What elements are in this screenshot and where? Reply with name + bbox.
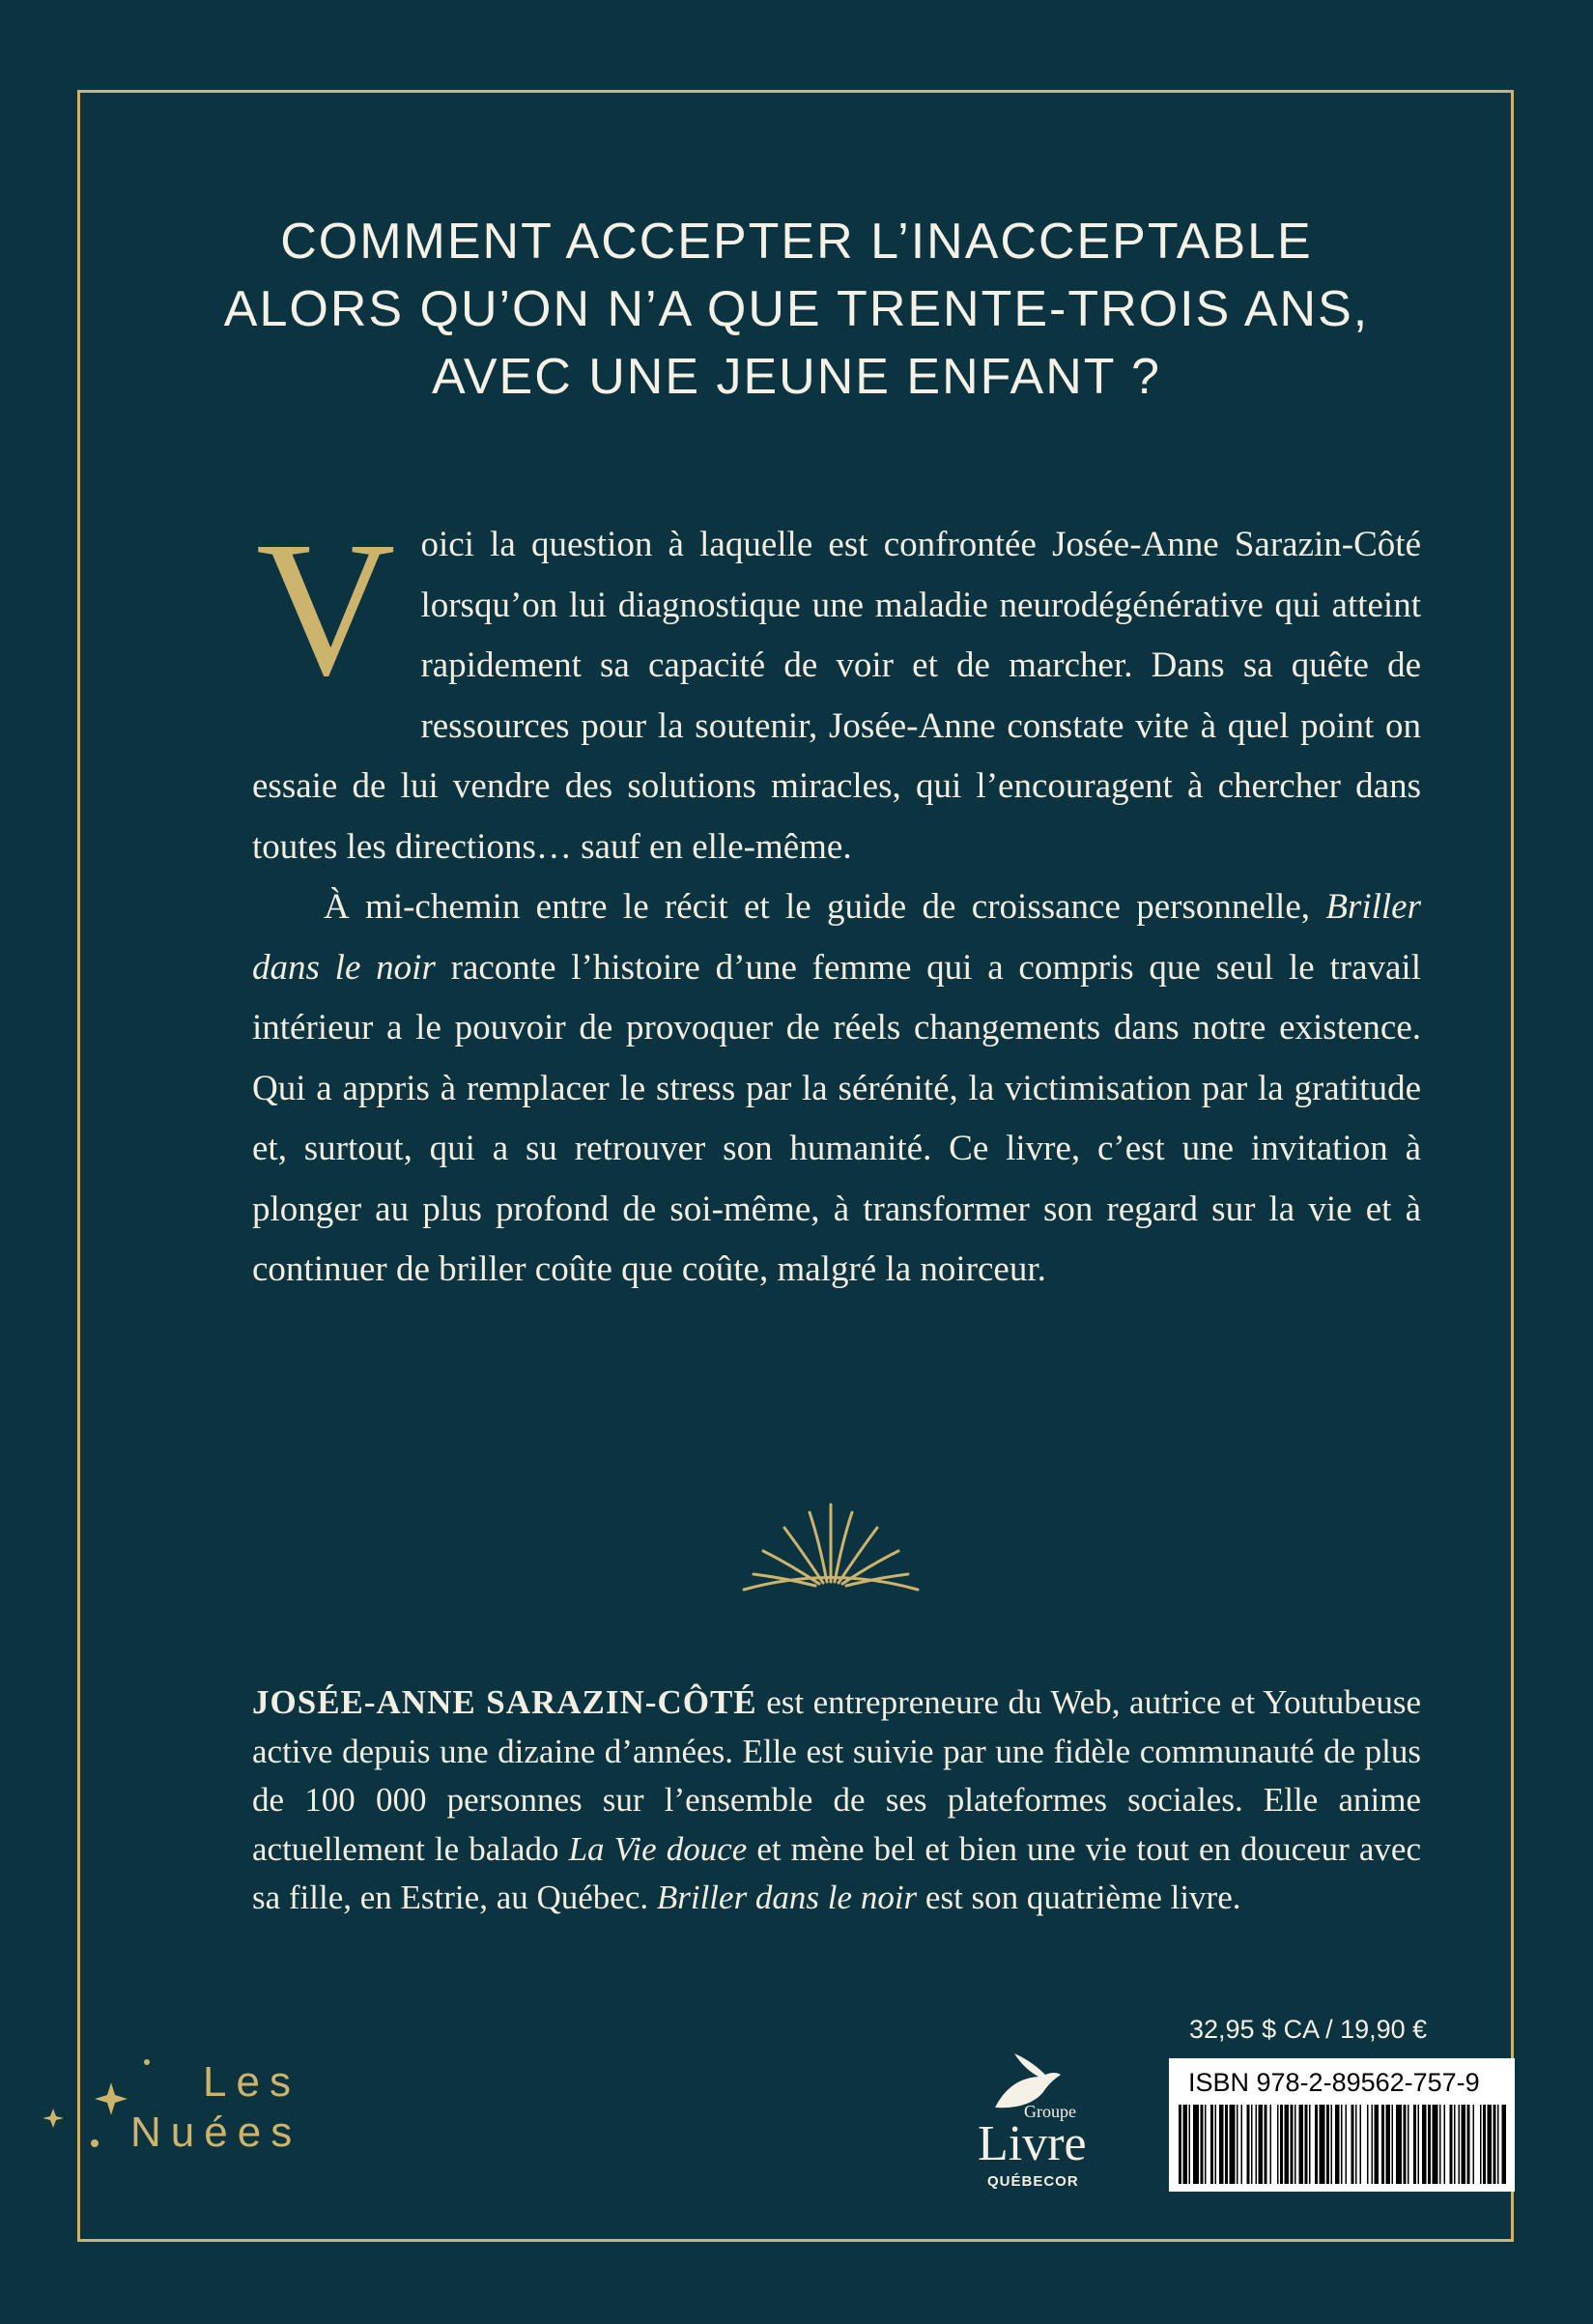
blurb-paragraph-2-rest: raconte l’histoire d’une femme qui a compris que seul le travail intérieur a le pouvoir de provoquer de réels changements dans notre existence. Qui a appris à remplacer le stress par la sérénité, la victimisation par la gratitude et, surtout, qui a su retrouver son humanité. Ce livre, c’est une invitation à plonger au plus profond de soi-même, à transformer son regard sur la vie et à continuer de briller coûte que coûte, malgré la noirceur.: [252, 947, 1421, 1289]
barcode-bar: [1299, 2105, 1304, 2184]
barcode: [1169, 2058, 1515, 2192]
barcode-bar: [1480, 2105, 1482, 2184]
barcode-bar: [1285, 2105, 1290, 2184]
barcode-bar: [1493, 2105, 1496, 2184]
barcode-bar: [1375, 2105, 1380, 2184]
barcode-bar: [1237, 2105, 1238, 2184]
barcode-bar: [1351, 2105, 1354, 2184]
headline-line-2: ALORS QU’ON N’A QUE TRENTE-TROIS ANS,: [223, 281, 1370, 337]
barcode-bar: [1201, 2105, 1204, 2184]
blurb-paragraph-2: [252, 877, 1421, 1301]
barcode-bar: [1320, 2105, 1325, 2184]
book-title: Briller dans le noir: [252, 887, 1421, 988]
barcode-bar: [1193, 2105, 1199, 2184]
publisher-quebecor: QUÉBECOR: [987, 2173, 1079, 2190]
barcode-bar: [1315, 2105, 1318, 2184]
barcode-bar: [1444, 2105, 1446, 2184]
barcode-bar: [1331, 2105, 1333, 2184]
barcode-bar: [1225, 2105, 1228, 2184]
price: 32,95 $ CA / 19,90 €: [1189, 2015, 1428, 2044]
blurb: [252, 502, 1421, 1301]
barcode-bar: [1270, 2105, 1272, 2184]
barcode-bar: [1367, 2105, 1369, 2184]
barcode-bar: [1396, 2105, 1402, 2184]
les-nuees-logo: [39, 2058, 328, 2174]
barcode-bar: [1404, 2105, 1407, 2184]
podcast-title: La Vie douce: [568, 1829, 748, 1868]
barcode-bar: [1210, 2105, 1213, 2184]
author-name: JOSÉE-ANNE SARAZIN-CÔTÉ: [252, 1683, 757, 1721]
barcode-bar: [1215, 2105, 1217, 2184]
barcode-bar: [1433, 2105, 1438, 2184]
barcode-bar: [1439, 2105, 1441, 2184]
barcode-bar: [1462, 2105, 1466, 2184]
barcode-bars-icon: [1177, 2105, 1507, 2184]
headline-line-3: AVEC UNE JEUNE ENFANT ?: [432, 349, 1161, 405]
barcode-bar: [1488, 2105, 1493, 2184]
barcode-bar: [1189, 2105, 1191, 2184]
barcode-bar: [1386, 2105, 1391, 2184]
bio-text-2: et mène bel et bien une vie tout en douceur avec sa fille, en Estrie, au Québec.: [252, 1829, 1421, 1916]
groupe-livre-quebecor-logo: [956, 2044, 1130, 2218]
barcode-bar: [1230, 2105, 1236, 2184]
barcode-bar: [1251, 2105, 1253, 2184]
bio-text-3: est son quatrième livre.: [917, 1879, 1241, 1916]
fan-ornament-icon: [734, 1493, 927, 1599]
barcode-bar: [1259, 2105, 1264, 2184]
barcode-bar: [1467, 2105, 1470, 2184]
barcode-bar: [1219, 2105, 1224, 2184]
imprint-line-2: Nuées: [130, 2109, 302, 2156]
barcode-bar: [1459, 2105, 1461, 2184]
barcode-bar: [1247, 2105, 1250, 2184]
barcode-bar: [1360, 2105, 1362, 2184]
barcode-bar: [1422, 2105, 1427, 2184]
barcode-bar: [1346, 2105, 1348, 2184]
barcode-bar: [1256, 2105, 1258, 2184]
blurb-paragraph-2-prefix: À mi-chemin entre le récit et le guide de croissance personnelle,: [324, 887, 1326, 927]
publisher-livre: Livre: [978, 2116, 1087, 2171]
barcode-bar: [1205, 2105, 1207, 2184]
barcode-bar: [1241, 2105, 1243, 2184]
barcode-bar: [1326, 2105, 1329, 2184]
barcode-bar: [1305, 2105, 1308, 2184]
barcode-bar: [1277, 2105, 1279, 2184]
barcode-bar: [1483, 2105, 1486, 2184]
barcode-bar: [1291, 2105, 1294, 2184]
bio-book-title: Briller dans le noir: [656, 1879, 918, 1916]
isbn: ISBN 978-2-89562-757-9: [1188, 2068, 1480, 2097]
barcode-bar: [1497, 2105, 1499, 2184]
barcode-bar: [1502, 2105, 1507, 2184]
barcode-bar: [1341, 2105, 1343, 2184]
drop-cap: V: [256, 502, 396, 716]
author-bio: [252, 1678, 1421, 1923]
barcode-bar: [1408, 2105, 1409, 2184]
barcode-bar: [1372, 2105, 1374, 2184]
barcode-bar: [1428, 2105, 1431, 2184]
barcode-bar: [1450, 2105, 1453, 2184]
barcode-bar: [1413, 2105, 1416, 2184]
bio-text-1: est entrepreneure du Web, autrice et Youtubeuse active depuis une dizaine d’années. Elle est suivie par une fidèle communauté de plus de 100 000 personnes sur l’ensemble de ses plateformes sociales. Elle anime actuellement le balado: [252, 1683, 1421, 1868]
barcode-bar: [1418, 2105, 1420, 2184]
barcode-bar: [1381, 2105, 1384, 2184]
barcode-bar: [1335, 2105, 1340, 2184]
barcode-bar: [1179, 2105, 1181, 2184]
blurb-paragraph-1: oici la question à laquelle est confrontée Josée-Anne Sarazin-Côté lorsqu’on lui diagnostique une maladie neurodégénérative qui atteint rapidement sa capacité de voir et de marcher. Dans sa quête de ressources pour la soutenir, Josée-Anne constate vite à quel point on essaie de lui vendre des solutions miracles, qui l’encouragent à chercher dans toutes les directions… sauf en elle-même.: [252, 525, 1421, 867]
barcode-bar: [1392, 2105, 1394, 2184]
barcode-bar: [1265, 2105, 1267, 2184]
barcode-bar: [1454, 2105, 1456, 2184]
headline-line-1: COMMENT ACCEPTER L’INACCEPTABLE: [280, 214, 1313, 270]
headline: [0, 208, 1593, 411]
barcode-bar: [1309, 2105, 1311, 2184]
barcode-bar: [1473, 2105, 1475, 2184]
barcode-bar: [1355, 2105, 1357, 2184]
barcode-bar: [1183, 2105, 1188, 2184]
barcode-bar: [1280, 2105, 1283, 2184]
barcode-bar: [1294, 2105, 1296, 2184]
imprint-line-1: Les: [203, 2058, 300, 2106]
publisher-groupe: Groupe: [1024, 2102, 1076, 2121]
